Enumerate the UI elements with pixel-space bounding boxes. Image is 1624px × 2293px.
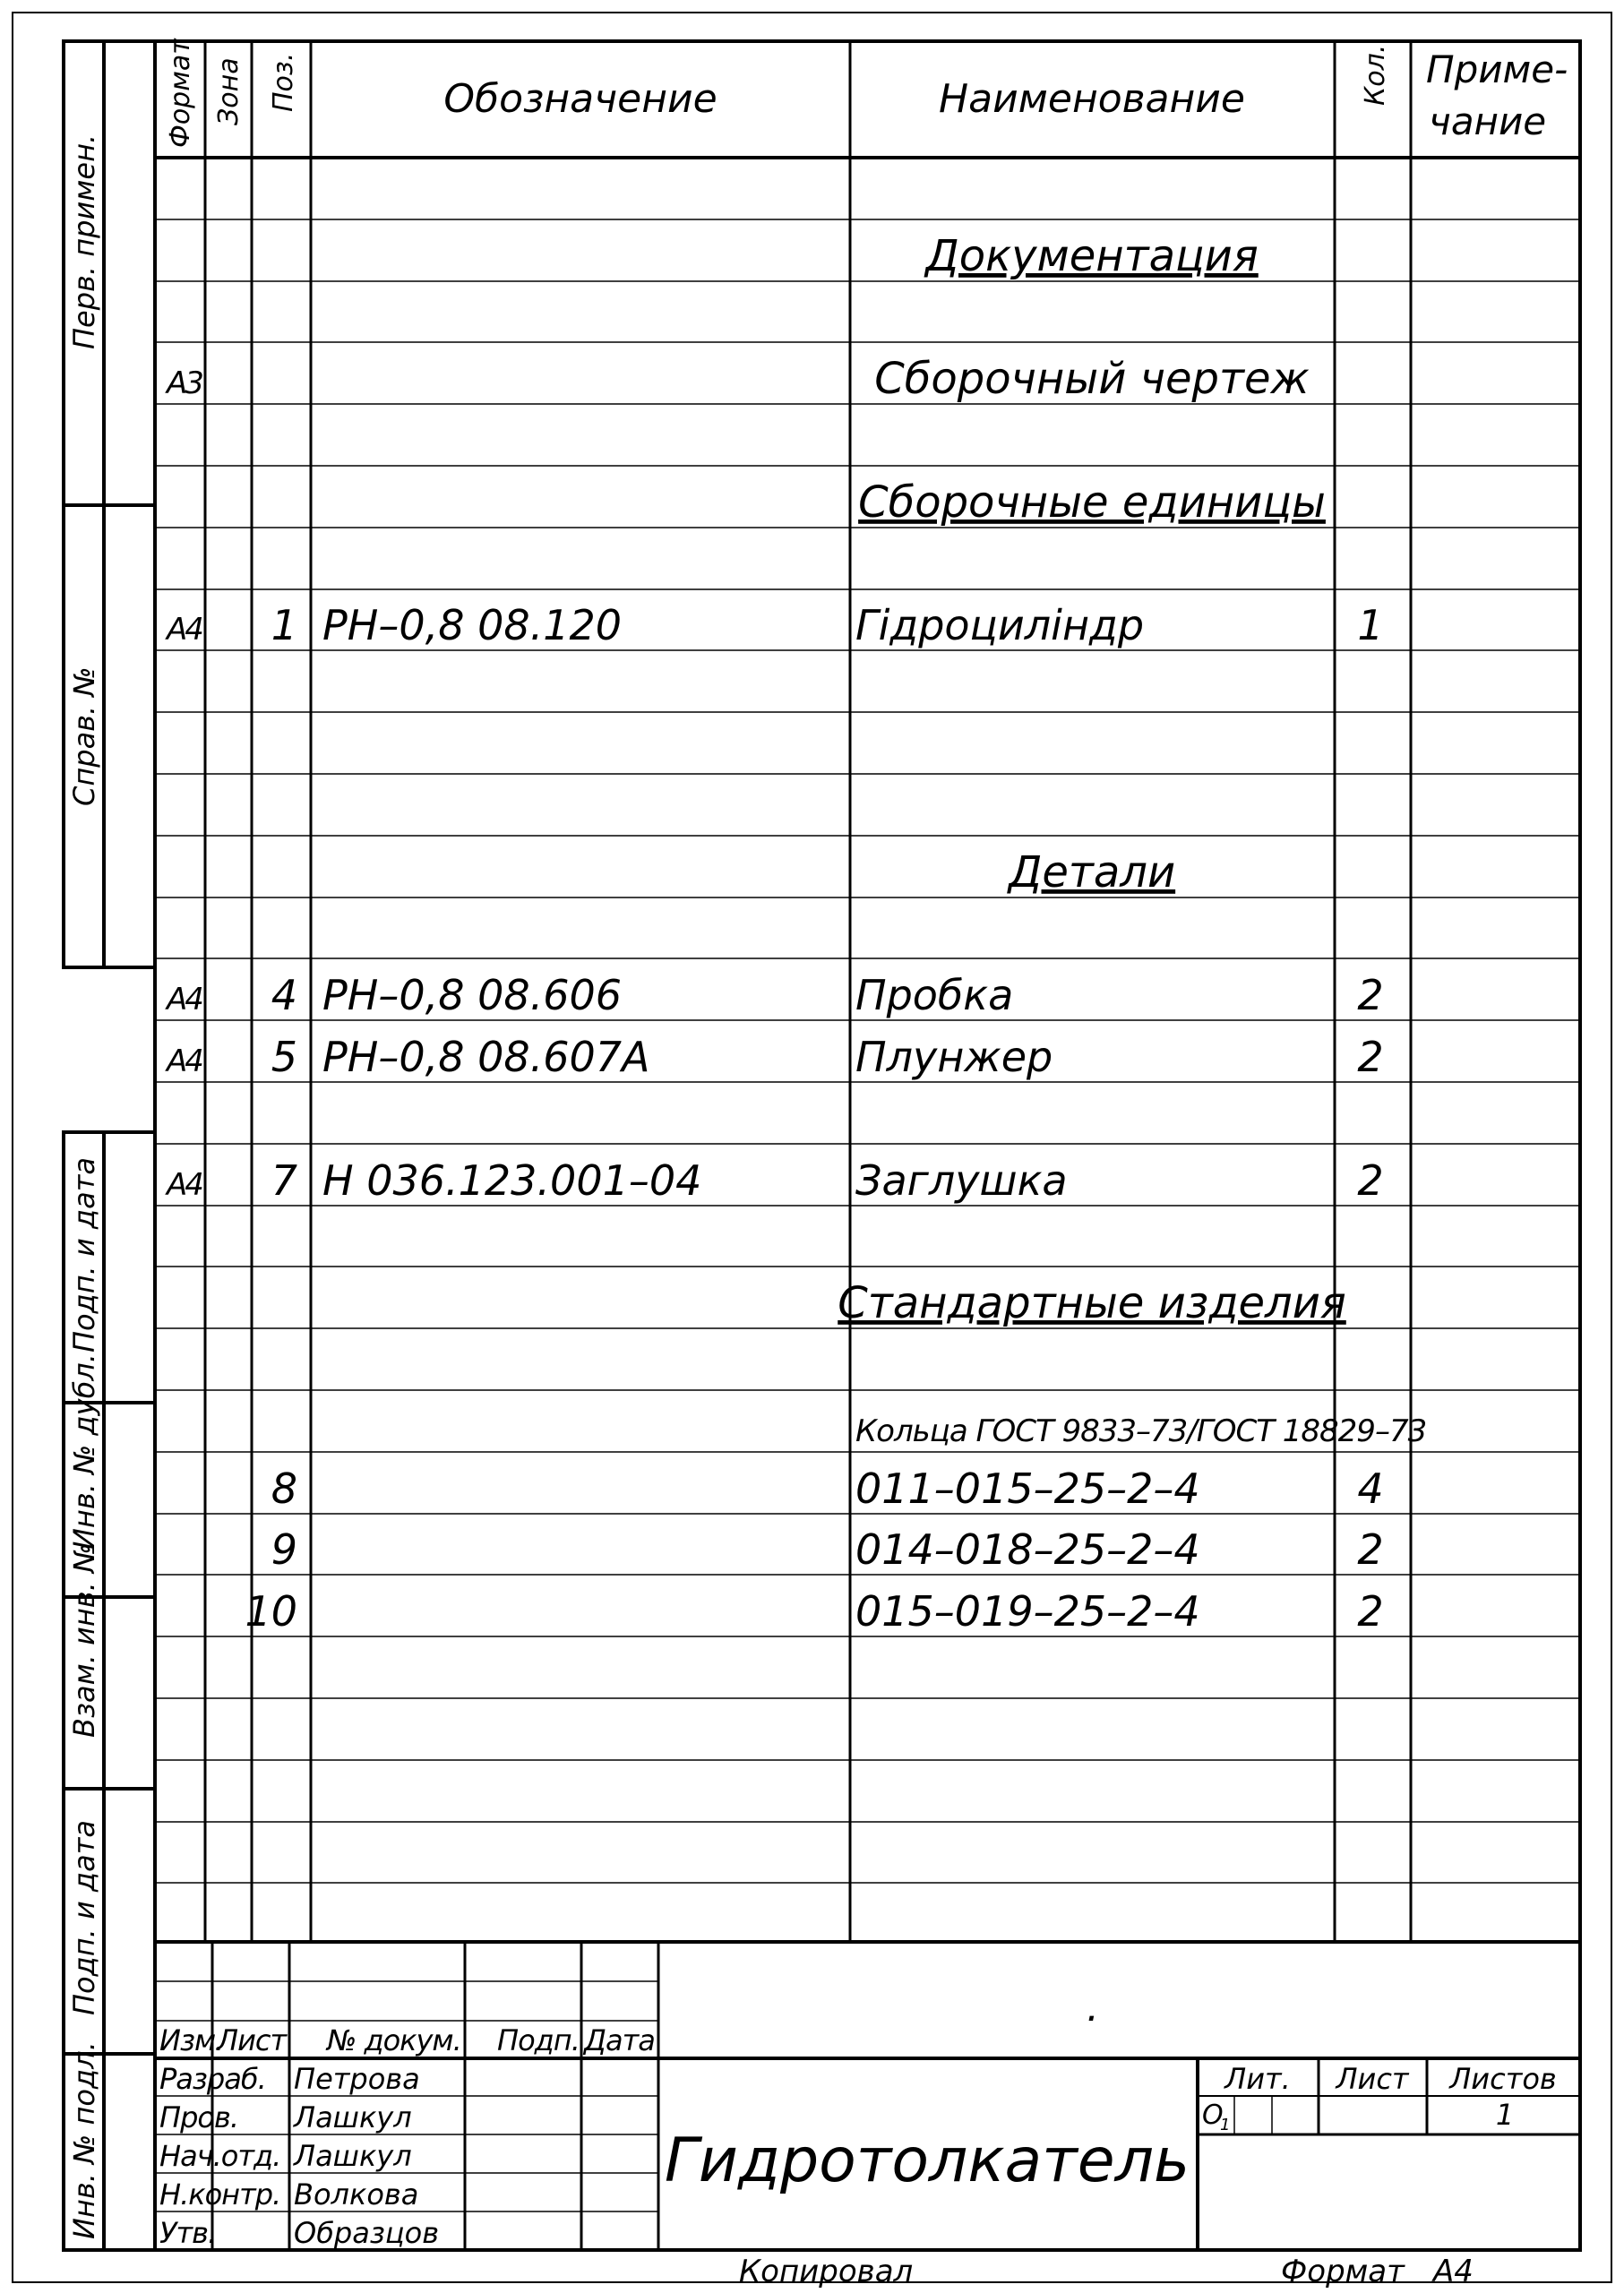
row-18-section-title: Стандартные изделия — [838, 1278, 1346, 1328]
row-11-section-title: Детали — [1008, 847, 1176, 897]
row-7-name: Гідроциліндр — [855, 601, 1145, 649]
tb-name-3: Волкова — [294, 2177, 419, 2211]
footer-format-value: А4 — [1433, 2254, 1474, 2289]
tb-title: Гидротолкатель — [664, 2126, 1190, 2196]
row-16-pos: 7 — [271, 1156, 297, 1205]
side-label-6: Подп. и дата — [67, 1820, 101, 2015]
header-designation: Обозначение — [443, 76, 717, 122]
row-16-format: А4 — [167, 1167, 202, 1203]
side-label-2: Справ. № — [67, 666, 101, 806]
row-3-format: А3 — [167, 365, 202, 401]
tb-lit-label: Лит. — [1224, 2062, 1291, 2096]
header-zone: Зона — [213, 57, 245, 125]
side-label-3: Подп. и дата — [67, 1157, 101, 1353]
row-23-pos: 10 — [245, 1587, 297, 1636]
row-21-name: 011–015–25–2–4 — [855, 1464, 1200, 1513]
side-label-1: Перв. примен. — [67, 133, 101, 349]
row-22-qty: 2 — [1357, 1525, 1384, 1574]
side-label-4: Инв. № дубл. — [67, 1353, 101, 1550]
row-20-name: Кольца ГОСТ 9833–73/ГОСТ 18829–73 — [855, 1413, 1427, 1449]
tb-sheets-label: Листов — [1449, 2062, 1557, 2096]
header-qty: Кол. — [1360, 44, 1391, 106]
row-14-pos: 5 — [271, 1033, 297, 1081]
row-21-qty: 4 — [1357, 1464, 1384, 1513]
row-13-qty: 2 — [1357, 971, 1384, 1019]
tb-name-0: Петрова — [294, 2062, 420, 2096]
tb-name-2: Лашкул — [294, 2139, 412, 2173]
row-14-designation: РН–0,8 08.607А — [322, 1033, 650, 1081]
tb-name-1: Лашкул — [294, 2100, 412, 2134]
tb-lit-sub: 1 — [1220, 2116, 1231, 2134]
row-7-format: А4 — [167, 612, 202, 648]
tb-lit-value: О — [1202, 2100, 1224, 2131]
header-name: Наименование — [939, 76, 1245, 122]
tb-col-header-3: Подп. — [497, 2023, 580, 2057]
tb-top-mark: . — [1087, 1985, 1099, 2031]
side-label-5: Взам. инв. № — [67, 1542, 101, 1738]
tb-role-1: Пров. — [159, 2100, 238, 2134]
row-7-pos: 1 — [271, 601, 297, 649]
header-note-line2: чание — [1429, 99, 1547, 143]
row-14-name: Плунжер — [855, 1033, 1053, 1081]
tb-col-header-0: Изм. — [159, 2023, 224, 2057]
footer-copied: Копировал — [739, 2254, 914, 2289]
tb-sheets-value: 1 — [1495, 2098, 1515, 2132]
row-16-name: Заглушка — [855, 1156, 1068, 1205]
row-14-qty: 2 — [1357, 1033, 1384, 1081]
row-16-designation: Н 036.123.001–04 — [322, 1156, 702, 1205]
row-23-qty: 2 — [1357, 1587, 1384, 1636]
row-13-name: Пробка — [855, 971, 1014, 1019]
row-22-pos: 9 — [271, 1525, 297, 1574]
row-16-qty: 2 — [1357, 1156, 1384, 1205]
row-14-format: А4 — [167, 1043, 202, 1079]
tb-sheet-label: Лист — [1336, 2062, 1409, 2096]
row-22-name: 014–018–25–2–4 — [855, 1525, 1200, 1574]
row-13-pos: 4 — [271, 971, 297, 1019]
tb-role-4: Утв. — [159, 2216, 217, 2250]
row-3-name: Сборочный чертеж — [874, 354, 1310, 404]
row-7-qty: 1 — [1357, 601, 1384, 649]
row-23-name: 015–019–25–2–4 — [855, 1587, 1200, 1636]
tb-name-4: Образцов — [294, 2216, 440, 2250]
row-1-section-title: Документация — [925, 231, 1259, 281]
tb-role-3: Н.контр. — [159, 2177, 281, 2211]
tb-col-header-4: Дата — [584, 2023, 655, 2057]
tb-col-header-1: Лист — [217, 2023, 287, 2057]
footer-format-label: Формат — [1281, 2254, 1405, 2289]
header-note-line1: Приме- — [1426, 47, 1568, 91]
header-pos: Поз. — [268, 52, 299, 112]
tb-role-0: Разраб. — [159, 2062, 266, 2096]
row-21-pos: 8 — [271, 1464, 297, 1513]
row-13-designation: РН–0,8 08.606 — [322, 971, 623, 1019]
header-format: Формат — [165, 39, 196, 148]
tb-col-header-2: № докум. — [327, 2023, 461, 2057]
row-5-section-title: Сборочные единицы — [858, 477, 1326, 528]
tb-role-2: Нач.отд. — [159, 2139, 281, 2173]
side-label-7: Инв. № подл. — [67, 2041, 101, 2239]
row-7-designation: РН–0,8 08.120 — [322, 601, 623, 649]
row-13-format: А4 — [167, 982, 202, 1018]
